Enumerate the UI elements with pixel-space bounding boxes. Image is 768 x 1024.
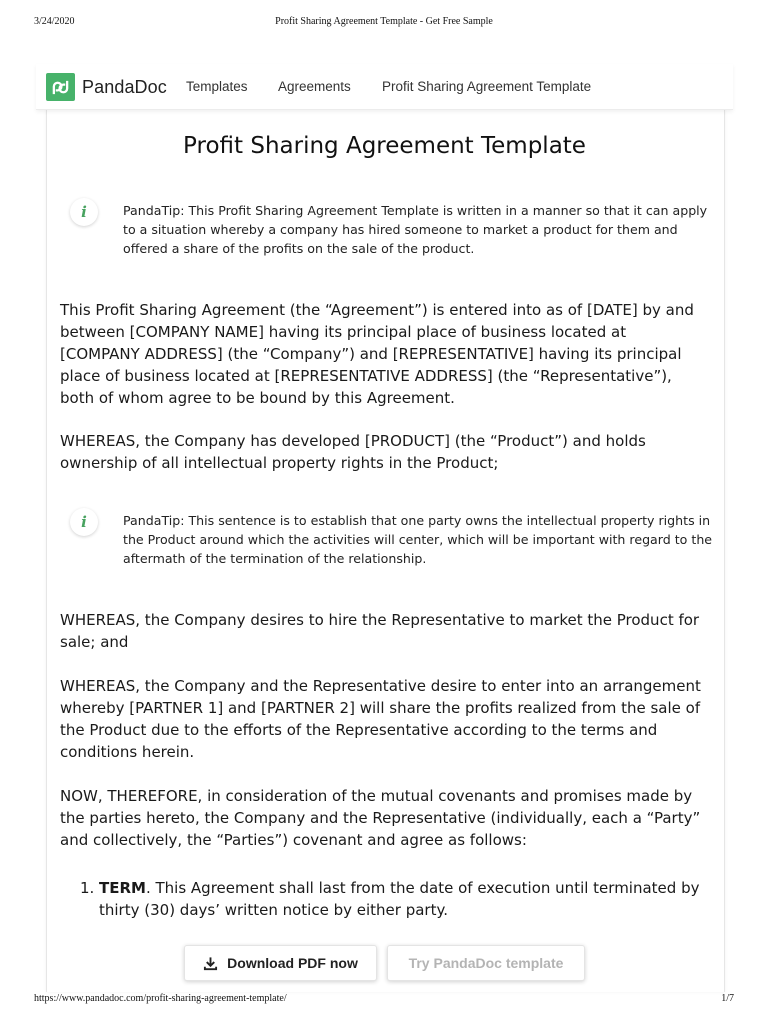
intro-paragraph: This Profit Sharing Agreement (the “Agreement”) is entered into as of [DATE] by and between [COMPANY NAME] having its principal place of business located at [COMPANY ADDRESS] (the “Company”) and [REPRESENTATIVE] having its principal place of business located at [REPRESENTATIVE ADDRESS] (the “Representative”), both of whom agree to be bound by this Agreement.	[60, 301, 694, 407]
whereas-paragraph-1: WHEREAS, the Company has developed [PRODUCT] (the “Product”) and holds ownership of all intellectual property rights in the Product;	[60, 432, 646, 472]
now-therefore-paragraph: NOW, THEREFORE, in consideration of the mutual covenants and promises made by the parties hereto, the Company and the Representative (individually, each a “Party” and collectively, the “Parties”) covenant and agree as follows:	[60, 787, 701, 849]
try-template-label: Try PandaDoc template	[408, 955, 564, 971]
list-heading: TERM	[99, 879, 146, 897]
nav-current-template[interactable]: Profit Sharing Agreement Template	[382, 79, 592, 94]
print-date: 3/24/2020	[34, 16, 75, 27]
download-pdf-button[interactable]	[184, 945, 377, 981]
info-icon: i	[70, 198, 98, 226]
pandadoc-logo-icon	[46, 73, 75, 101]
whereas-paragraph-3: WHEREAS, the Company and the Representative desire to enter into an arrangement whereby [PARTNER 1] and [PARTNER 2] will share the profits realized from the sale of the Product due to the efforts of the Representative according to the terms and conditions herein.	[60, 677, 701, 761]
nav-templates[interactable]: Templates	[186, 79, 248, 94]
print-title: Profit Sharing Agreement Template - Get Free Sample	[275, 16, 493, 27]
pandatip-text: PandaTip: This sentence is to establish that one party owns the intellectual property rights in the Product around which the activities will center, which will be important with regard to the aftermath of the termination of the relationship.	[123, 513, 713, 566]
list-text: . This Agreement shall last from the date of execution until terminated by thirty (30) days’ written notice by either party.	[99, 879, 700, 919]
pandadoc-logo[interactable]	[46, 73, 167, 101]
download-pdf-label: Download PDF now	[227, 955, 358, 971]
try-template-button[interactable]	[387, 945, 585, 981]
whereas-paragraph-2: WHEREAS, the Company desires to hire the Representative to market the Product for sale; and	[60, 611, 700, 651]
list-body	[99, 877, 704, 921]
pandatip-text: PandaTip: This Profit Sharing Agreement Template is written in a manner so that it can apply to a situation whereby a company has hired someone to market a product for them and offered a share of the profits on the sale of the product.	[123, 203, 708, 256]
download-icon	[203, 956, 218, 971]
info-icon: i	[70, 508, 98, 536]
brand-name: PandaDoc	[82, 76, 167, 97]
page-number: 1/7	[721, 993, 734, 1004]
nav-agreements[interactable]: Agreements	[278, 79, 351, 94]
top-navbar	[36, 64, 733, 110]
page-title: Profit Sharing Agreement Template	[183, 133, 586, 159]
list-number: 1.	[80, 879, 95, 897]
print-url: https://www.pandadoc.com/profit-sharing-agreement-template/	[34, 993, 287, 1004]
